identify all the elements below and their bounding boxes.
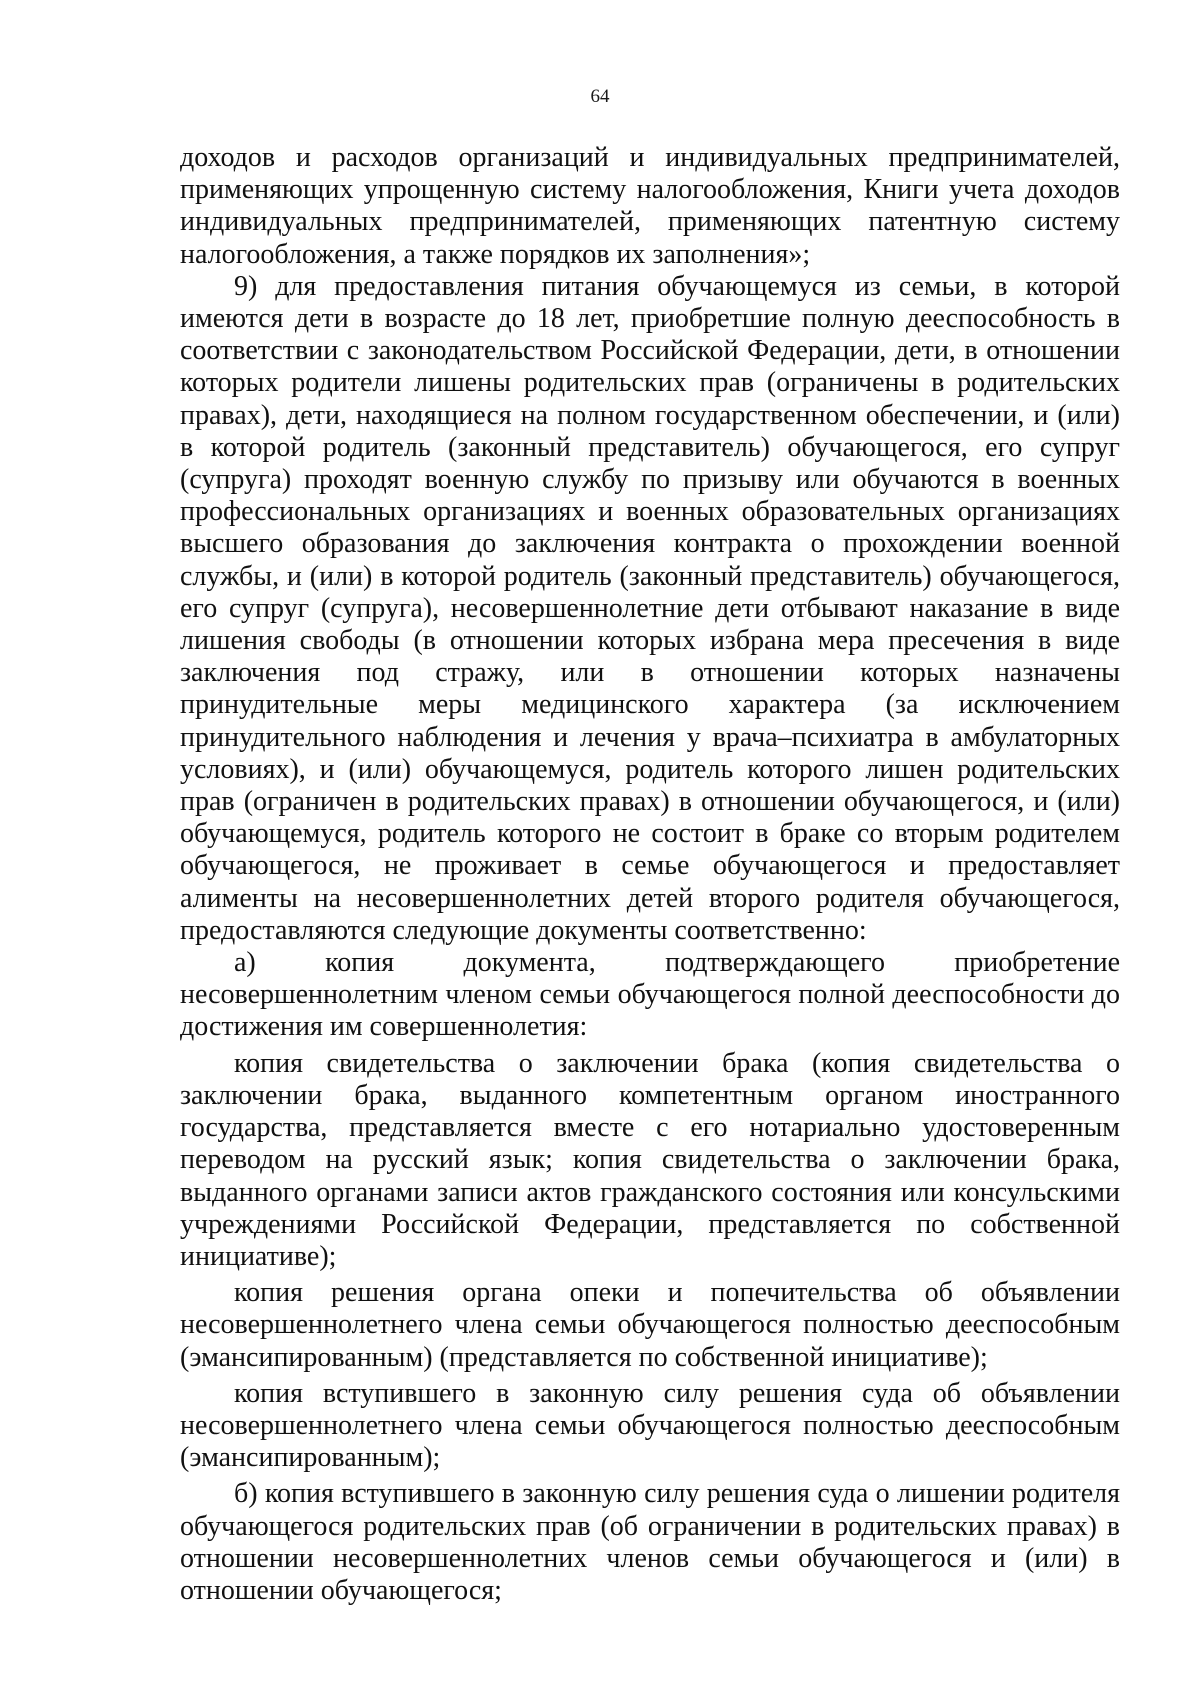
page-number: 64: [590, 86, 610, 107]
document-body: [180, 142, 1120, 1607]
paragraph-item-9: 9) для предоставления питания обучающемуся из семьи, в которой имеются дети в возрасте до 18 лет, приобретшие полную дееспособность в соответствии с законодательством Российской Федерации, дети, в отношении которых родители лишены родительских прав (ограничены в родительских правах), дети, находящиеся на полном государственном обеспечении, и (или) в которой родитель (законный представитель) обучающегося, его супруг (супруга) проходят военную службу по призыву или обучаются в военных профессиональных организациях и военных образовательных организациях высшего образования до заключения контракта о прохождении военной службы, и (или) в которой родитель (законный представитель) обучающегося, его супруг (супруга), несовершеннолетние дети отбывают наказание в виде лишения свободы (в отношении которых избрана мера пресечения в виде заключения под стражу, или в отношении которых назначены принудительные меры медицинского характера (за исключением принудительного наблюдения и лечения у врача–психиатра в амбулаторных условиях), и (или) обучающемуся, родитель которого лишен родительских прав (ограничен в родительских правах) в отношении обучающегося, и (или) обучающемуся, родитель которого не состоит в браке со вторым родителем обучающегося, не проживает в семье обучающегося и предоставляет алименты на несовершеннолетних детей второго родителя обучающегося, предоставляются следующие документы соответственно:: [180, 270, 1120, 946]
paragraph-continuation: доходов и расходов организаций и индивидуальных предпринимателей, применяющих упрощенную систему налогообложения, Книги учета доходов индивидуальных предпринимателей, применяющих патентную систему налогообложения, а также порядков их заполнения»;: [180, 142, 1120, 270]
paragraph-guardianship-decision: копия решения органа опеки и попечительства об объявлении несовершеннолетнего члена семьи обучающегося полностью дееспособным (эмансипированным) (представляется по собственной инициативе);: [180, 1277, 1120, 1373]
paragraph-subitem-a: а) копия документа, подтверждающего приобретение несовершеннолетним членом семьи обучающегося полной дееспособности до достижения им совершеннолетия:: [180, 947, 1120, 1043]
paragraph-marriage-certificate: копия свидетельства о заключении брака (копия свидетельства о заключении брака, выданного компетентным органом иностранного государства, представляется вместе с его нотариально удостоверенным переводом на русский язык; копия свидетельства о заключении брака, выданного органами записи актов гражданского состояния или консульскими учреждениями Российской Федерации, представляется по собственной инициативе);: [180, 1047, 1120, 1272]
paragraph-subitem-b: б) копия вступившего в законную силу решения суда о лишении родителя обучающегося родительских прав (об ограничении в родительских правах) в отношении несовершеннолетних членов семьи обучающегося и (или) в отношении обучающегося;: [180, 1478, 1120, 1606]
paragraph-court-decision-emancipation: копия вступившего в законную силу решения суда об объявлении несовершеннолетнего члена семьи обучающегося полностью дееспособным (эмансипированным);: [180, 1377, 1120, 1474]
